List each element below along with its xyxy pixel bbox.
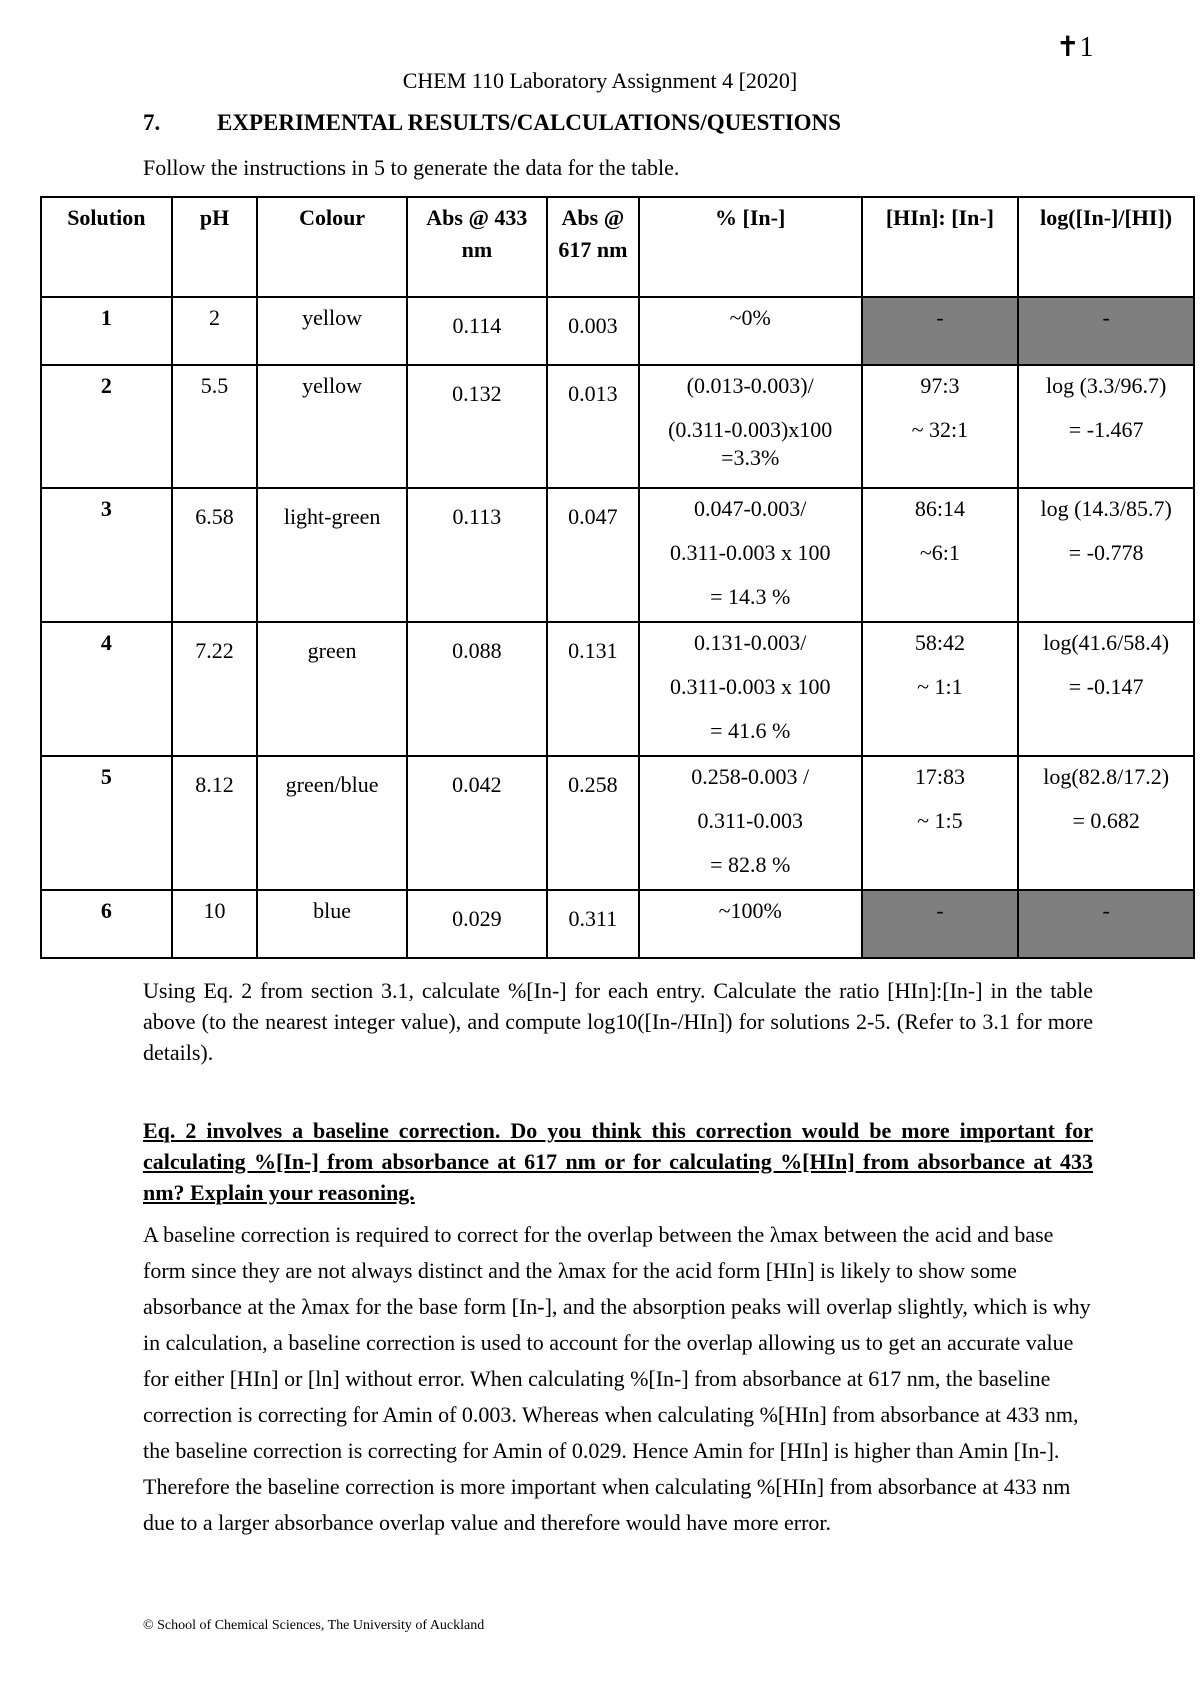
colour-value: light-green	[283, 504, 381, 529]
log-line: log (3.3/96.7)	[1045, 373, 1167, 398]
abs-433-value: 0.114	[452, 313, 502, 338]
header-percent-in: % [In-]	[639, 197, 862, 297]
ph-value: 8.12	[195, 772, 234, 797]
cell-colour: blue	[257, 890, 406, 958]
log-line: = -1.467	[1068, 417, 1144, 442]
cell-abs-433	[407, 890, 547, 958]
ratio-line: ~6:1	[919, 540, 960, 565]
log-line: = -0.778	[1068, 540, 1144, 565]
cell-abs-617	[547, 890, 639, 958]
cell-ratio	[862, 488, 1019, 622]
intro-text: Follow the instructions in 5 to generate the data for the table.	[143, 155, 680, 180]
cell-abs-433	[407, 756, 547, 890]
section-number: 7.	[143, 110, 161, 135]
table-row	[41, 365, 1194, 488]
cell-abs-617	[547, 297, 639, 365]
ph-value: 7.22	[195, 638, 234, 663]
pct-line: 0.047-0.003/	[693, 496, 807, 521]
results-table	[40, 196, 1195, 959]
section-title: EXPERIMENTAL RESULTS/CALCULATIONS/QUESTIONS	[217, 110, 841, 135]
cell-solution: 4	[41, 622, 172, 756]
ratio-line: ~ 1:1	[917, 674, 963, 699]
cell-ph: 5.5	[172, 365, 258, 488]
cell-colour: yellow	[257, 365, 406, 488]
abs-433-value: 0.088	[452, 638, 502, 663]
cell-colour: yellow	[257, 297, 406, 365]
cell-log	[1018, 365, 1194, 488]
abs-617-value: 0.013	[568, 381, 618, 406]
header-abs-433: Abs @ 433 nm	[407, 197, 547, 297]
log-line: = 0.682	[1072, 808, 1140, 833]
page-marker: ✝1	[1056, 32, 1094, 63]
abs-433-value: 0.132	[452, 381, 502, 406]
cell-ratio	[862, 622, 1019, 756]
cell-log	[1018, 756, 1194, 890]
pct-line: = 41.6 %	[710, 718, 791, 743]
cell-abs-617	[547, 622, 639, 756]
table-row	[41, 756, 1194, 890]
log-line: log(82.8/17.2)	[1043, 764, 1170, 789]
cell-solution: 5	[41, 756, 172, 890]
copyright-footer: © School of Chemical Sciences, The University of Auckland	[143, 1618, 485, 1633]
cell-solution: 6	[41, 890, 172, 958]
colour-value: green	[307, 638, 357, 663]
cell-colour	[257, 622, 406, 756]
section-heading	[143, 110, 841, 136]
pct-line: (0.013-0.003)/	[686, 373, 814, 398]
cell-abs-617	[547, 365, 639, 488]
cell-abs-433	[407, 365, 547, 488]
cell-abs-433	[407, 488, 547, 622]
abs-433-value: 0.042	[452, 772, 502, 797]
cell-log	[1018, 622, 1194, 756]
abs-617-value: 0.047	[568, 504, 618, 529]
cell-ph	[172, 488, 258, 622]
cell-ratio	[862, 365, 1019, 488]
abs-617-value: 0.258	[568, 772, 618, 797]
cell-abs-433	[407, 622, 547, 756]
cell-percent-in	[639, 622, 862, 756]
cell-percent-in	[639, 365, 862, 488]
header-abs-617: Abs @ 617 nm	[547, 197, 639, 297]
cell-log	[1018, 488, 1194, 622]
cell-ph	[172, 622, 258, 756]
pct-line: 0.258-0.003 /	[691, 764, 810, 789]
table-row	[41, 297, 1194, 365]
pct-line: 0.311-0.003 x 100	[669, 540, 831, 565]
cell-percent-in: ~0%	[639, 297, 862, 365]
table-header-row	[41, 197, 1194, 297]
cell-abs-433	[407, 297, 547, 365]
cell-ratio	[862, 756, 1019, 890]
table-row	[41, 890, 1194, 958]
cell-ratio: -	[862, 297, 1019, 365]
cell-percent-in: ~100%	[639, 890, 862, 958]
pct-line: (0.311-0.003)x100	[668, 417, 833, 442]
pct-line: = 82.8 %	[710, 852, 791, 877]
abs-617-value: 0.311	[568, 906, 618, 931]
header-colour: Colour	[257, 197, 406, 297]
cell-percent-in	[639, 488, 862, 622]
cell-solution: 2	[41, 365, 172, 488]
cell-solution: 3	[41, 488, 172, 622]
cell-abs-617	[547, 488, 639, 622]
abs-617-value: 0.131	[568, 638, 618, 663]
cell-percent-in	[639, 756, 862, 890]
pct-line: 0.131-0.003/	[693, 630, 807, 655]
instructions-paragraph: Using Eq. 2 from section 3.1, calculate %[In-] for each entry. Calculate the ratio [HIn]:[In-] in the table above (to the nearest integer value), and compute log10([In-/HIn]) for solutions 2-5. (Refer to 3.1 for more details).	[143, 978, 1093, 1065]
log-line: log(41.6/58.4)	[1043, 630, 1170, 655]
ratio-line: 97:3	[920, 373, 960, 398]
header-ratio: [HIn]: [In-]	[862, 197, 1019, 297]
abs-617-value: 0.003	[568, 313, 618, 338]
ratio-line: 17:83	[914, 764, 965, 789]
pct-line: = 14.3 %	[710, 584, 791, 609]
pct-line: 0.311-0.003	[697, 808, 803, 833]
ratio-line: ~ 32:1	[911, 417, 969, 442]
table-row	[41, 622, 1194, 756]
page-header: CHEM 110 Laboratory Assignment 4 [2020]	[402, 68, 798, 93]
log-line: log (14.3/85.7)	[1040, 496, 1172, 521]
cell-ph: 10	[172, 890, 258, 958]
ratio-line: 86:14	[914, 496, 965, 521]
cell-log: -	[1018, 297, 1194, 365]
header-log: log([In-]/[HI])	[1018, 197, 1194, 297]
table-row	[41, 488, 1194, 622]
header-ph: pH	[172, 197, 258, 297]
abs-433-value: 0.029	[452, 906, 502, 931]
cell-abs-617	[547, 756, 639, 890]
header-solution: Solution	[41, 197, 172, 297]
colour-value: green/blue	[285, 772, 379, 797]
ph-value: 6.58	[195, 504, 234, 529]
answer-paragraph: A baseline correction is required to correct for the overlap between the λmax between the acid and base form since they are not always distinct and the λmax for the acid form [HIn] is likely to show some absorbance at the λmax for the base form [In-], and the absorption peaks will overlap slightly, which is why in calculation, a baseline correction is used to account for the overlap allowing us to get an accurate value for either [HIn] or [ln] without error. When calculating %[In-] from absorbance at 617 nm, the baseline correction is correcting for Amin of 0.003. Whereas when calculating %[HIn] from absorbance at 433 nm, the baseline correction is correcting for Amin of 0.029. Hence Amin for [HIn] is higher than Amin [In-]. Therefore the baseline correction is more important when calculating %[HIn] from absorbance at 433 nm due to a larger absorbance overlap value and therefore would have more error.	[143, 1222, 1091, 1535]
pct-line: 0.311-0.003 x 100	[669, 674, 831, 699]
abs-433-value: 0.113	[452, 504, 502, 529]
cell-ratio: -	[862, 890, 1019, 958]
ratio-line: 58:42	[914, 630, 965, 655]
cell-ph: 2	[172, 297, 258, 365]
pct-line: =3.3%	[721, 445, 780, 470]
ratio-line: ~ 1:5	[917, 808, 963, 833]
question-paragraph: Eq. 2 involves a baseline correction. Do you think this correction would be more important for calculating %[In-] from absorbance at 617 nm or for calculating %[HIn] from absorbance at 433 nm? Explain your reasoning.	[143, 1118, 1093, 1205]
cell-log: -	[1018, 890, 1194, 958]
log-line: = -0.147	[1068, 674, 1144, 699]
cell-colour	[257, 756, 406, 890]
cell-ph	[172, 756, 258, 890]
cell-solution: 1	[41, 297, 172, 365]
cell-colour	[257, 488, 406, 622]
